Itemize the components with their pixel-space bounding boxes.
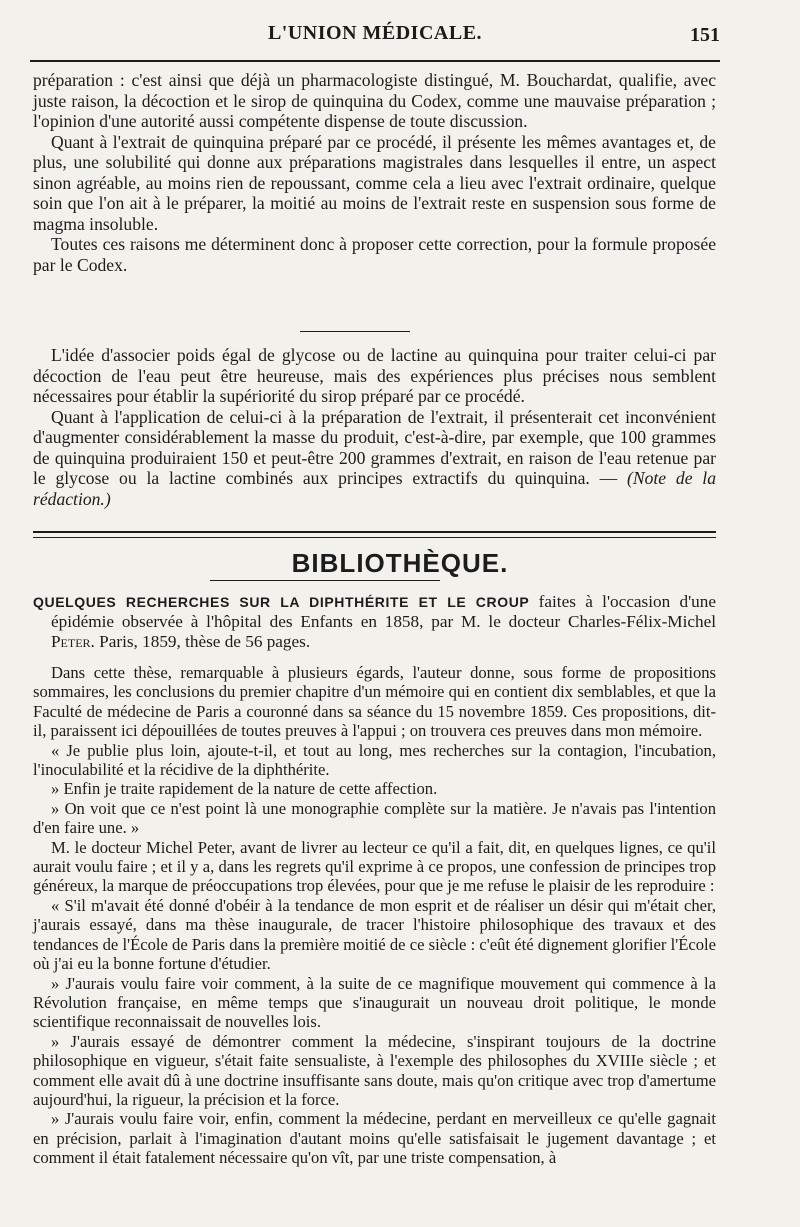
book-reference — [33, 592, 716, 652]
note-signature: (Note de la rédaction.) — [33, 468, 716, 509]
paragraph: Dans cette thèse, remarquable à plusieurs égards, l'auteur donne, sous forme de propositions sommaires, les conclusions du premier chapitre d'un mémoire qui en contient dix semblables, et que la Faculté de médecine de Paris a couronné dans sa séance du 15 novembre 1859. Ces propositions, dit-il, paraissent ici dépouillées de toutes preuves à l'appui ; on trouvera ces preuves dans mon mémoire. — [33, 663, 716, 741]
paragraph: Quant à l'extrait de quinquina préparé par ce procédé, il présente les mêmes avantages et, de plus, une solubilité qui donne aux préparations magistrales dans lesquelles il entre, un aspect sinon agréable, au moins rien de repoussant, comme cela a lieu avec l'extrait ordinaire, quelque soin que l'on ait à le préparer, la moitié au moins de l'extrait reste en suspension sous forme de magma insoluble. — [33, 131, 716, 234]
paragraph: Toutes ces raisons me déterminent donc à proposer cette correction, pour la formule proposée par le Codex. — [33, 234, 716, 275]
paragraph: L'idée d'associer poids égal de glycose ou de lactine au quinquina pour traiter celui-ci par décoction de l'eau peut être heureuse, mais des expériences plus précises nous semblent nécessaires pour établir la supériorité du sirop préparé par ce procédé. — [33, 345, 716, 406]
note-text: Quant à l'application de celui-ci à la préparation de l'extrait, il présenterait cet inconvénient d'augmenter considérablement la masse du produit, c'est-à-dire, par exemple, que 100 grammes de quinquina produiraient 150 et peut-être 200 grammes d'extrait, en raison de l'eau retenue par le glycose ou la lactine combinés aux principes extractifs du quinquina. — — [33, 406, 716, 488]
note-separator — [300, 331, 410, 332]
paragraph: » J'aurais voulu faire voir comment, à la suite de ce magnifique mouvement qui commence à la Révolution française, en même temps que s'inaugurait un nouveau droit politique, le monde scientifique reconnaissait de nouvelles lois. — [33, 973, 716, 1032]
paragraph: préparation : c'est ainsi que déjà un pharmacologiste distingué, M. Bouchardat, qualifie, avec juste raison, la décoction et le sirop de quinquina du Codex, comme une mauvaise préparation ; l'opinion d'une autorité aussi compétente dispense de toute discussion. — [33, 70, 716, 131]
section-rule — [33, 531, 716, 538]
article-continuation — [33, 70, 716, 275]
running-head: L'UNION MÉDICALE. — [267, 22, 483, 44]
book-citation — [33, 592, 716, 652]
page-header — [30, 22, 720, 56]
paragraph: « Je publie plus loin, ajoute-t-il, et tout au long, mes recherches sur la contagion, l'incubation, l'inoculabilité et la récidive de la diphthérite. — [33, 740, 716, 780]
paragraph: » J'aurais voulu faire voir, enfin, comment la médecine, perdant en merveilleux ce qu'elle gagnait en précision, parlait à l'imagination d'autant moins qu'elle satisfaisait le jugement davantage ; et comment il était fatalement nécessaire qu'on vît, par une triste compensation, à — [33, 1109, 716, 1168]
paragraph: » On voit que ce n'est point là une monographie complète sur la matière. Je n'avais pas l'intention d'en faire une. » — [33, 798, 716, 838]
book-author: Peter. — [51, 632, 95, 651]
editor-note — [33, 345, 716, 509]
paragraph: M. le docteur Michel Peter, avant de livrer au lecteur ce qu'il a fait, dit, en quelques lignes, ce qu'il aurait voulu faire ; et il y a, dans les regrets qu'il exprime à ce propos, une confession de principes trop généreux, la marque de préoccupations trop élevées, pour que je me refuse le plaisir de les reproduire : — [33, 837, 716, 896]
title-underline — [210, 580, 440, 581]
paragraph: » Enfin je traite rapidement de la nature de cette affection. — [51, 779, 438, 799]
paragraph: « S'il m'avait été donné d'obéir à la tendance de mon esprit et de réaliser un désir qui m'était cher, j'aurais essayé, dans ma thèse inaugurale, de tracer l'histoire philosophique des travaux et des tendances de l'École de Paris dans la première moitié de ce siècle : c'eût été dignement glorifier l'École où j'ai eu la bonne fortune d'étudier. — [33, 895, 716, 974]
book-title: QUELQUES RECHERCHES SUR LA DIPHTHÉRITE ET LE CROUP — [33, 594, 530, 610]
review-text — [33, 663, 716, 1168]
page-number: 151 — [690, 24, 720, 46]
book-publication: Paris, 1859, thèse de 56 pages. — [94, 632, 311, 651]
book-detail: faites à l'occasion d'une épidémie observée à l'hôpital des Enfants en 1858, par M. le docteur Charles-Félix-Michel — [51, 592, 717, 631]
header-rule — [30, 60, 720, 62]
paragraph: » J'aurais essayé de démontrer comment la médecine, s'inspirant toujours de la doctrine philosophique en vigueur, s'était faite sensualiste, à l'exemple des philosophes du XVIIIe siècle ; et comment elle avait dû à une doctrine insuffisante sans doute, mais qu'on critique avec trop d'amertume aujourd'hui, la rigueur, la précision et la force. — [33, 1031, 716, 1109]
paragraph — [33, 407, 716, 510]
section-title: BIBLIOTHÈQUE. — [291, 548, 509, 578]
